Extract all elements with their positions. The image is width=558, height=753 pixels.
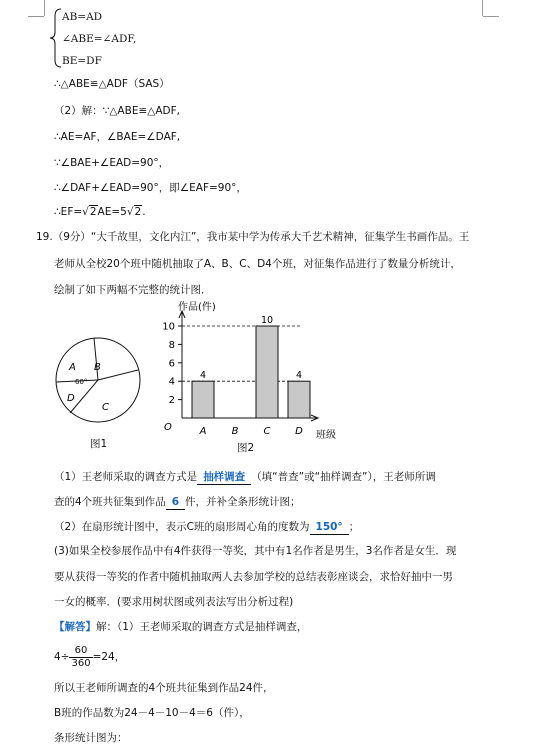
bar-chart: [150, 298, 350, 458]
solution-line-2: 所以王老师所调查的4个班共征集到作品24件，: [54, 682, 274, 694]
question-19-line-3: 绘制了如下两幅不完整的统计图．: [54, 284, 212, 296]
pie-divider-top: [94, 338, 98, 380]
pie-label-angle: 60°: [75, 378, 88, 386]
answer-survey-method: 抽样调查: [197, 470, 251, 485]
y-tick-label: 10: [162, 321, 175, 333]
question-19-line-2: 老师从全校20个班中随机抽取了A、B、C、D4个班，对征集作品进行了数量分析统计，: [54, 258, 461, 270]
bar-value-label: 4: [295, 370, 303, 382]
y-tick-label: 8: [168, 339, 175, 351]
y-tick-label: 2: [168, 395, 175, 407]
pie-chart: [50, 330, 146, 430]
solution-line-4: 条形统计图为：: [54, 732, 128, 744]
question-19-line-1: 19.（9分）“大千故里，文化内江”，我市某中学为传承大千艺术精神，征集学生书画作品。王: [36, 231, 470, 243]
bar-c: [256, 326, 278, 418]
system-line-3: BE=DF: [62, 55, 102, 67]
figure-1-label: 图1: [90, 438, 108, 450]
bar-value-label: 10: [260, 315, 274, 326]
sqrt-symbol: √: [126, 206, 134, 218]
fraction: $\frac{60}{360}$: [71, 644, 91, 669]
y-tick-label: 6: [168, 358, 175, 370]
sqrt-symbol: √: [82, 206, 89, 218]
crop-mark-right: [482, 0, 483, 16]
x-tick-label: A: [199, 426, 207, 437]
y-tick-label: 4: [168, 376, 175, 388]
origin-label: O: [164, 422, 172, 433]
system-line-1: AB=AD: [62, 11, 103, 23]
x-tick-label: C: [263, 426, 271, 437]
proof-line-4: ∵∠BAE+∠EAD=90°，: [54, 157, 170, 169]
bar-a: [192, 381, 214, 418]
proof-line-2: （2）解：∵△ABE≌△ADF,: [54, 105, 180, 117]
crop-mark-left-h: [28, 16, 44, 17]
bar-d: [288, 381, 310, 418]
x-tick-label: D: [295, 426, 303, 437]
sqrt-radicand-2: 2: [134, 206, 142, 218]
sub-question-3-line-2: 要从获得一等奖的作者中随机抽取两人去参加学校的总结表彰座谈会，求恰好抽中一男: [54, 571, 453, 583]
pie-divider-right: [98, 370, 138, 380]
sub-question-1-line-1: （1）王老师采取的调查方式是 抽样调查 （填“普查”或“抽样调查”），王老师所调: [54, 471, 436, 483]
proof-line-3: ∴AE=AF，∠BAE=∠DAF,: [54, 131, 181, 143]
proof-line-5: ∴∠DAF+∠EAD=90°，即∠EAF=90°，: [54, 182, 247, 194]
sub-question-3-line-1: (3)如果全校参展作品中有4件获得一等奖，其中有1名作者是男生，3名作者是女生．现: [54, 545, 457, 557]
pie-label-a: A: [69, 362, 76, 373]
sub-question-3-line-3: 一女的概率．(要求用树状图或列表法写出分析过程): [54, 596, 294, 608]
solution-tag: 【解答】: [54, 621, 96, 633]
pie-label-b: B: [94, 362, 101, 373]
proof-line-1: ∴△ABE≌△ADF（SAS）: [54, 78, 170, 90]
sub-question-2: （2）在扇形统计图中，表示C班的扇形周心角的度数为 150° ；: [54, 521, 360, 533]
sub-question-1-line-2: 查的4个班共征集到作品 6 件，并补全条形统计图；: [54, 496, 301, 508]
x-tick-label: B: [231, 426, 239, 437]
answer-total-works: 6: [166, 495, 185, 510]
figure-2-label: 图2: [237, 442, 255, 454]
pie-label-d: D: [67, 393, 75, 404]
bar-value-label: 4: [199, 370, 207, 382]
solution-line-1: 【解答】解：（1）王老师采取的调查方式是抽样调查，: [54, 621, 308, 633]
pie-label-c: C: [102, 402, 109, 413]
y-axis-title: 作品(件): [178, 302, 216, 313]
proof-line-6: ∴EF=√2AE=5√2.: [54, 206, 146, 218]
sqrt-radicand-1: 2: [89, 206, 97, 218]
crop-mark-right-h: [483, 16, 499, 17]
x-axis-title: 班级: [316, 430, 336, 441]
system-line-2: ∠ABE=∠ADF,: [62, 33, 137, 45]
solution-line-3: B班的作品数为24－4－10－4＝6（件），: [54, 707, 250, 719]
solution-calculation: 4÷ $\frac{60}{360}$ =24，: [54, 644, 126, 669]
answer-angle: 150°: [310, 520, 349, 535]
